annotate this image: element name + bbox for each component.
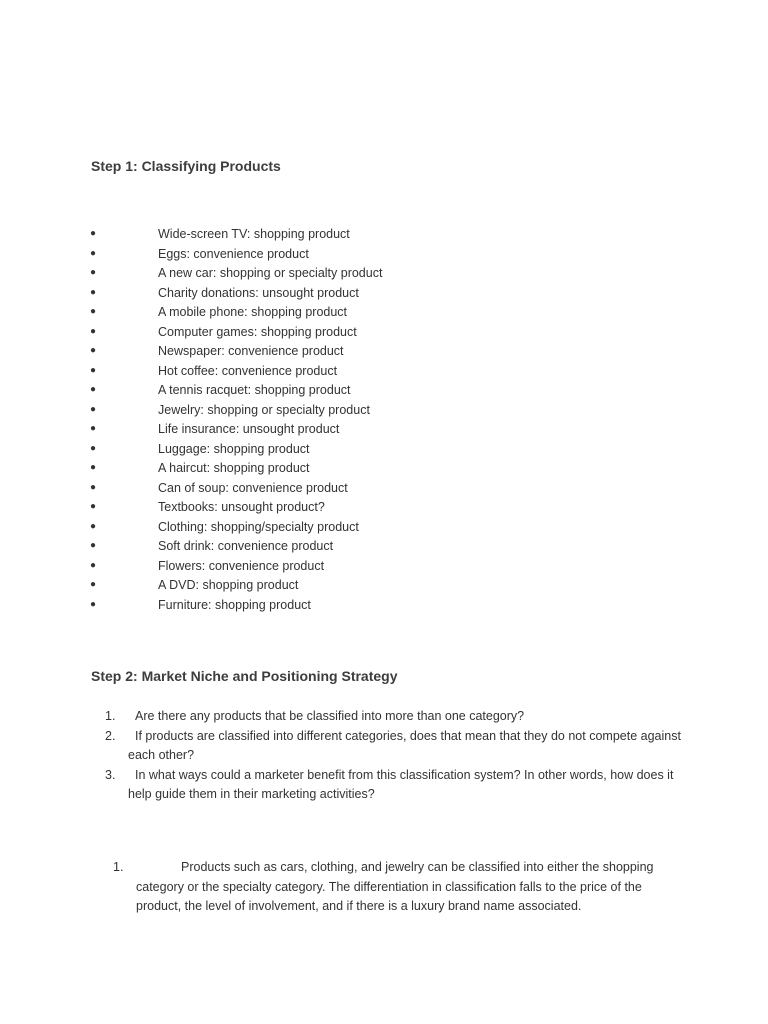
list-item-text: Computer games: shopping product bbox=[158, 324, 357, 339]
list-item-text: Furniture: shopping product bbox=[158, 597, 311, 612]
list-item-text: Clothing: shopping/specialty product bbox=[158, 519, 359, 534]
answer-text: Products such as cars, clothing, and jewelry can be classified into either the shopping category or the specialty category. The differentiation in classification falls to the price of the product, the level of involvement, and if there is a luxury brand name associated. bbox=[136, 860, 654, 913]
bullet-icon: ● bbox=[90, 540, 97, 551]
list-item-text: A haircut: shopping product bbox=[158, 461, 310, 475]
question-text: In what ways could a marketer benefit from this classification system? In other words, how does it help guide them in their marketing activities? bbox=[128, 767, 674, 801]
list-item-text: Jewelry: shopping or specialty product bbox=[158, 402, 370, 417]
step1-heading: Step 1: Classifying Products bbox=[91, 158, 281, 174]
list-item-text: Newspaper: convenience product bbox=[158, 344, 344, 358]
bullet-icon: ● bbox=[90, 364, 97, 376]
question-list bbox=[0, 707, 768, 805]
list-item-text: Life insurance: unsought product bbox=[158, 422, 340, 436]
question-number: 2. bbox=[105, 728, 116, 743]
list-item-text: Charity donations: unsought product bbox=[158, 285, 359, 300]
bullet-icon: ● bbox=[90, 481, 97, 493]
bullet-icon: ● bbox=[90, 462, 97, 473]
list-item-text: Wide-screen TV: shopping product bbox=[158, 227, 350, 241]
list-item-text: Eggs: convenience product bbox=[158, 246, 309, 261]
bullet-icon: ● bbox=[90, 345, 97, 356]
bullet-icon: ● bbox=[90, 598, 97, 610]
step2-heading: Step 2: Market Niche and Positioning Strategy bbox=[91, 668, 398, 684]
list-item-text: Luggage: shopping product bbox=[158, 441, 310, 456]
bullet-icon: ● bbox=[90, 403, 97, 415]
question-item bbox=[0, 766, 768, 805]
question-number: 1. bbox=[105, 709, 116, 723]
list-item-text: Hot coffee: convenience product bbox=[158, 363, 338, 378]
bullet-icon: ● bbox=[90, 559, 97, 571]
answer-list bbox=[0, 858, 768, 917]
question-item bbox=[0, 707, 768, 727]
list-item-text: Textbooks: unsought product? bbox=[158, 500, 325, 514]
bullet-icon: ● bbox=[90, 520, 97, 532]
bullet-icon: ● bbox=[90, 228, 97, 239]
bullet-icon: ● bbox=[90, 501, 97, 512]
question-item bbox=[0, 727, 768, 766]
list-item-text: A new car: shopping or specialty product bbox=[158, 266, 383, 280]
bullet-icon: ● bbox=[90, 306, 97, 317]
list-item-text: Soft drink: convenience product bbox=[158, 539, 334, 553]
list-item-text: Can of soup: convenience product bbox=[158, 480, 348, 495]
answer-number: 1. bbox=[113, 860, 124, 874]
bullet-icon: ● bbox=[90, 442, 97, 454]
list-item-text: Flowers: convenience product bbox=[158, 558, 325, 573]
question-text: Are there any products that be classified into more than one category? bbox=[135, 709, 525, 723]
bullet-icon: ● bbox=[90, 286, 97, 298]
bullet-icon: ● bbox=[90, 325, 97, 337]
list-item-text: A DVD: shopping product bbox=[158, 578, 299, 592]
bullet-icon: ● bbox=[90, 423, 97, 434]
list-item-text: A tennis racquet: shopping product bbox=[158, 383, 351, 397]
bullet-icon: ● bbox=[90, 384, 97, 395]
question-number: 3. bbox=[105, 767, 116, 782]
answer-item bbox=[0, 858, 768, 917]
bullet-icon: ● bbox=[90, 267, 97, 278]
bullet-icon: ● bbox=[90, 579, 97, 590]
question-text: If products are classified into different categories, does that mean that they do not compete against each other? bbox=[128, 728, 681, 762]
bullet-icon: ● bbox=[90, 247, 97, 259]
list-item-text: A mobile phone: shopping product bbox=[158, 305, 348, 319]
